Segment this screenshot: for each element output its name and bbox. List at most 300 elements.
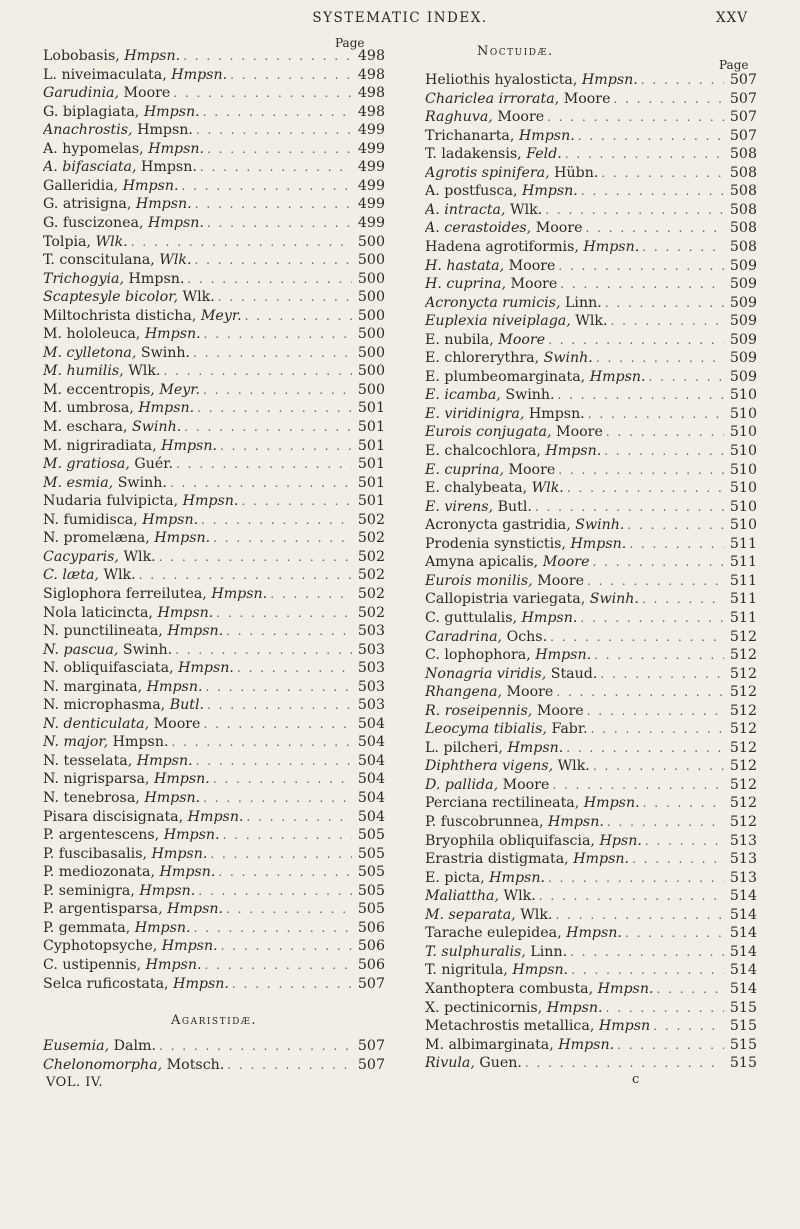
index-entry xyxy=(43,215,385,233)
entry-page-number: 501 xyxy=(357,400,385,417)
taxon-name: Diphthera vigens, xyxy=(425,758,554,775)
taxon-author: Wlk. xyxy=(159,252,192,269)
dot-leader xyxy=(203,383,352,397)
taxon-author: Hmpsn. xyxy=(558,1036,615,1053)
index-entry xyxy=(43,345,385,363)
entry-name xyxy=(43,122,193,138)
dot-leader xyxy=(592,555,724,569)
taxon-name: Trichanarta, xyxy=(425,127,515,144)
dot-leader xyxy=(539,889,724,903)
entry-name xyxy=(425,870,545,886)
dot-leader xyxy=(611,314,724,328)
taxon-name: M. gratiosa, xyxy=(43,456,130,473)
dot-leader xyxy=(230,68,352,82)
taxon-author: Staud. xyxy=(550,665,598,682)
entry-name xyxy=(425,1037,614,1053)
index-entry xyxy=(43,326,385,344)
entry-name xyxy=(425,703,584,719)
entry-page-number: 514 xyxy=(729,943,757,960)
taxon-name: M. eccentropis, xyxy=(43,381,155,398)
entry-name xyxy=(425,795,640,811)
index-entry xyxy=(425,183,757,201)
entry-name xyxy=(43,827,220,843)
entry-page-number: 505 xyxy=(357,864,385,881)
taxon-name: Callopistria variegata, xyxy=(425,591,586,608)
section-title-agaristidae: Agaristidæ. xyxy=(171,1013,257,1029)
entry-name xyxy=(43,382,200,398)
dot-leader xyxy=(198,884,352,898)
taxon-author: Hmpsn. xyxy=(159,864,216,881)
index-entry xyxy=(43,679,385,697)
taxon-author: Hmpsn. xyxy=(173,975,229,992)
dot-leader xyxy=(210,847,352,861)
index-entry xyxy=(43,512,385,530)
dot-leader xyxy=(596,351,724,365)
taxon-author: Hmpsn. xyxy=(548,814,604,830)
taxon-name: Chelonomorpha, xyxy=(43,1056,163,1073)
entry-name xyxy=(425,387,555,403)
entry-page-number: 507 xyxy=(729,72,757,88)
taxon-author: Hmpsn. xyxy=(136,752,193,769)
dot-leader xyxy=(218,865,352,879)
entry-name xyxy=(43,530,210,546)
entry-name xyxy=(43,456,173,472)
dot-leader xyxy=(207,142,352,156)
entry-name xyxy=(425,183,578,199)
index-entry xyxy=(43,400,385,418)
entry-page-number: 512 xyxy=(729,721,757,738)
taxon-name: N. marginata, xyxy=(43,678,143,695)
taxon-name: N. pascua, xyxy=(43,641,119,658)
taxon-name: P. seminigra, xyxy=(43,882,135,899)
taxon-author: Hmpsn. xyxy=(124,48,181,64)
taxon-name: Nola laticincta, xyxy=(43,604,153,621)
index-entry xyxy=(425,276,757,294)
taxon-author: Moore xyxy=(563,90,611,107)
taxon-author: Hmpsn. xyxy=(157,604,214,621)
index-entry xyxy=(425,647,757,665)
entry-name xyxy=(425,220,583,236)
taxon-author: Swinh. xyxy=(543,350,593,367)
entry-page-number: 498 xyxy=(357,66,385,83)
taxon-author: Swinh. xyxy=(589,591,639,608)
entry-name xyxy=(43,864,215,880)
entry-page-number: 504 xyxy=(357,808,385,825)
dot-leader xyxy=(207,698,352,712)
dot-leader xyxy=(195,197,352,211)
dot-leader xyxy=(241,494,352,508)
index-entry xyxy=(43,920,385,938)
entry-page-number: 510 xyxy=(729,517,757,534)
index-entry xyxy=(425,1037,757,1055)
taxon-name: Scaptesyle bicolor, xyxy=(43,289,178,306)
index-entry xyxy=(43,846,385,864)
entry-name xyxy=(43,716,200,732)
dot-leader xyxy=(232,977,352,991)
taxon-author: Butl. xyxy=(497,498,532,515)
index-entry xyxy=(43,1038,385,1056)
taxon-author: Hmpsn. xyxy=(507,739,564,756)
entry-page-number: 507 xyxy=(357,1056,385,1073)
entry-page-number: 501 xyxy=(357,419,385,435)
dot-leader xyxy=(586,221,725,235)
entry-page-number: 510 xyxy=(729,461,757,478)
index-entry xyxy=(425,424,757,442)
index-entry xyxy=(425,981,757,999)
index-entry xyxy=(43,122,385,140)
page-column-label: Page xyxy=(335,36,365,50)
taxon-author: Hmpsn. xyxy=(161,938,218,955)
entry-page-number: 502 xyxy=(357,511,385,528)
entry-page-number: 500 xyxy=(357,252,385,269)
index-entry xyxy=(425,944,757,962)
taxon-name: Nudaria fulvipicta, xyxy=(43,493,179,510)
dot-leader xyxy=(548,871,724,885)
dot-leader xyxy=(218,290,352,304)
dot-leader xyxy=(525,1056,724,1070)
entry-page-number: 514 xyxy=(729,906,757,923)
signature-mark: c xyxy=(632,1071,640,1087)
taxon-author: Hmpsn. xyxy=(151,845,208,862)
taxon-name: P. fuscobrunnea, xyxy=(425,814,544,830)
dot-leader xyxy=(550,630,724,644)
taxon-author: Hmpsn. xyxy=(518,127,575,144)
index-entry xyxy=(425,91,757,109)
taxon-author: Butl. xyxy=(169,697,204,714)
index-entry xyxy=(43,438,385,456)
index-entry xyxy=(425,684,757,702)
entry-name xyxy=(425,1000,603,1016)
dot-leader xyxy=(642,240,724,254)
entry-page-number: 515 xyxy=(729,1018,757,1035)
taxon-name: Metachrostis metallica, xyxy=(425,1018,595,1035)
entry-name xyxy=(43,141,204,157)
dot-leader xyxy=(163,364,352,378)
entry-name xyxy=(425,981,653,997)
taxon-author: Moore xyxy=(153,715,201,732)
taxon-author: Hmpsn. xyxy=(143,103,200,120)
entry-name xyxy=(43,567,136,583)
entry-name xyxy=(43,289,215,305)
taxon-name: A. intracta, xyxy=(425,201,506,218)
entry-name xyxy=(43,308,242,324)
entry-page-number: 515 xyxy=(729,1036,757,1053)
taxon-author: Hmpsn. xyxy=(163,827,220,844)
index-entry xyxy=(43,790,385,808)
entry-page-number: 499 xyxy=(357,140,385,157)
taxon-name: E. icamba, xyxy=(425,387,501,404)
dot-leader xyxy=(578,129,724,143)
index-entry xyxy=(43,642,385,660)
taxon-name: Pisara discisignata, xyxy=(43,808,184,825)
dot-leader xyxy=(131,235,352,249)
entry-name xyxy=(43,196,192,212)
entry-page-number: 505 xyxy=(357,827,385,844)
dot-leader xyxy=(245,309,352,323)
entry-name xyxy=(425,517,624,533)
taxon-name: P. gemmata, xyxy=(43,919,131,936)
taxon-name: L. pilcheri, xyxy=(425,739,503,756)
taxon-name: D. pallida, xyxy=(425,776,499,793)
taxon-name: N. obliquifasciata, xyxy=(43,660,174,677)
dot-leader xyxy=(221,939,352,953)
entry-name xyxy=(43,549,156,565)
taxon-author: Moore xyxy=(542,554,590,571)
entry-page-number: 500 xyxy=(357,363,385,380)
dot-leader xyxy=(213,772,352,786)
taxon-name: Amyna apicalis, xyxy=(425,554,539,571)
dot-leader xyxy=(196,754,352,768)
taxon-author: Fabr. xyxy=(551,721,588,738)
taxon-name: Eurois conjugata, xyxy=(425,424,552,441)
entry-page-number: 502 xyxy=(357,585,385,602)
taxon-name: N. nigrisparsa, xyxy=(43,771,150,788)
dot-leader xyxy=(246,810,352,824)
taxon-name: Rhangena, xyxy=(425,684,502,701)
dot-leader xyxy=(170,476,352,490)
entry-page-number: 504 xyxy=(357,790,385,806)
taxon-author: Wlk. xyxy=(95,233,128,250)
taxon-author: Hmpsn. xyxy=(211,585,268,602)
index-entry xyxy=(43,475,385,493)
taxon-name: Lobobasis, xyxy=(43,48,120,64)
taxon-author: Wlk. xyxy=(557,758,590,775)
taxon-author: Moore xyxy=(508,257,556,274)
entry-page-number: 499 xyxy=(357,159,385,176)
index-entry xyxy=(43,159,385,177)
taxon-name: Caradrina, xyxy=(425,628,503,645)
taxon-name: Cyphotopsyche, xyxy=(43,938,158,955)
taxon-name: T. nigritula, xyxy=(425,962,508,979)
entry-page-number: 509 xyxy=(729,331,757,348)
taxon-name: M. separata, xyxy=(425,906,516,923)
index-entry xyxy=(425,777,757,795)
taxon-name: A. cerastoides, xyxy=(425,220,532,237)
taxon-name: P. argentescens, xyxy=(43,827,160,844)
entry-name xyxy=(43,400,194,416)
dot-leader xyxy=(205,680,352,694)
entry-page-number: 506 xyxy=(357,938,385,955)
taxon-author: Hmpsn. xyxy=(112,734,169,751)
taxon-name: T. sulphuralis, xyxy=(425,943,526,960)
entry-name xyxy=(43,271,184,287)
taxon-name: E. chlorerythra, xyxy=(425,350,540,367)
index-entry xyxy=(425,462,757,480)
index-entry xyxy=(425,1055,757,1073)
index-entry xyxy=(425,666,757,684)
entry-name xyxy=(43,976,229,992)
dot-leader xyxy=(625,926,724,940)
taxon-name: Nonagria viridis, xyxy=(425,665,547,682)
entry-page-number: 511 xyxy=(729,609,757,626)
index-entry xyxy=(425,851,757,869)
taxon-name: Xanthoptera combusta, xyxy=(425,980,594,997)
entry-page-number: 507 xyxy=(729,109,757,126)
entry-name xyxy=(425,313,608,329)
index-entry xyxy=(425,870,757,888)
entry-name xyxy=(425,258,555,274)
index-entry xyxy=(425,146,757,164)
entry-page-number: 512 xyxy=(729,628,757,645)
index-entry xyxy=(425,109,757,127)
dot-leader xyxy=(182,179,352,193)
entry-name xyxy=(43,660,234,676)
dot-leader xyxy=(558,463,724,477)
taxon-author: Moore xyxy=(497,109,545,126)
entry-name xyxy=(425,406,585,422)
entry-name xyxy=(425,647,591,663)
index-entry xyxy=(425,1000,757,1018)
index-entry xyxy=(43,753,385,771)
dot-leader xyxy=(645,834,724,848)
taxon-author: Hmpsn. xyxy=(583,795,640,812)
entry-page-number: 509 xyxy=(729,276,757,293)
taxon-author: Hmpsn. xyxy=(144,790,201,806)
dot-leader xyxy=(173,86,352,100)
entry-name xyxy=(425,443,601,459)
dot-leader xyxy=(581,184,724,198)
index-entry xyxy=(425,573,757,591)
dot-leader xyxy=(204,327,352,341)
entry-page-number: 503 xyxy=(357,697,385,714)
dot-leader xyxy=(194,921,352,935)
dot-leader xyxy=(203,717,352,731)
entry-name xyxy=(425,109,544,125)
entry-page-number: 507 xyxy=(357,975,385,992)
roman-page-number: XXV xyxy=(716,10,748,26)
dot-leader xyxy=(649,370,724,384)
taxon-author: Hmpsn. xyxy=(528,405,585,422)
entry-name xyxy=(425,91,610,107)
taxon-author: Wlk. xyxy=(128,363,161,380)
entry-name xyxy=(43,345,190,361)
index-entry xyxy=(425,258,757,276)
taxon-author: Hmpsn xyxy=(598,1018,651,1035)
entry-name xyxy=(43,809,243,825)
entry-page-number: 512 xyxy=(729,684,757,701)
entry-page-number: 508 xyxy=(729,146,757,163)
entry-name xyxy=(43,605,213,621)
dot-leader xyxy=(175,643,352,657)
taxon-name: Eurois monilis, xyxy=(425,572,533,589)
entry-page-number: 512 xyxy=(729,776,757,793)
entry-page-number: 512 xyxy=(729,702,757,719)
dot-leader xyxy=(197,401,352,415)
entry-name xyxy=(425,369,646,385)
taxon-name: Garudinia, xyxy=(43,85,119,102)
taxon-author: Hmpsn. xyxy=(583,238,640,255)
entry-page-number: 507 xyxy=(357,1038,385,1055)
entry-page-number: 500 xyxy=(357,233,385,250)
taxon-name: Acronycta rumicis, xyxy=(425,294,561,311)
entry-page-number: 515 xyxy=(729,999,757,1016)
index-entry xyxy=(425,239,757,257)
entry-name xyxy=(43,679,202,695)
taxon-name: E. picta, xyxy=(425,869,485,886)
entry-page-number: 509 xyxy=(729,257,757,274)
taxon-name: P. argentisparsa, xyxy=(43,901,163,918)
index-entry xyxy=(43,864,385,882)
dot-leader xyxy=(187,272,352,286)
dot-leader xyxy=(270,587,352,601)
taxon-name: Chariclea irrorata, xyxy=(425,90,560,107)
taxon-author: Hmpsn. xyxy=(146,678,203,695)
index-entry xyxy=(43,660,385,678)
entry-page-number: 501 xyxy=(357,493,385,510)
index-entry xyxy=(43,104,385,122)
dot-leader xyxy=(171,735,352,749)
index-entry xyxy=(425,795,757,813)
index-entry xyxy=(43,586,385,604)
entry-page-number: 504 xyxy=(357,771,385,788)
taxon-author: Moore xyxy=(498,331,546,348)
dot-leader xyxy=(571,963,724,977)
page-column-label: Page xyxy=(719,58,749,72)
dot-leader xyxy=(604,444,724,458)
taxon-author: Hübn. xyxy=(554,164,599,181)
taxon-author: Hmpsn. xyxy=(167,623,224,640)
entry-name xyxy=(43,234,128,250)
taxon-name: N. punctilineata, xyxy=(43,623,163,640)
entry-name xyxy=(425,814,604,830)
dot-leader xyxy=(601,166,724,180)
taxon-name: C. ustipennis, xyxy=(43,956,142,973)
taxon-author: Hmpsn. xyxy=(139,882,196,899)
index-entry xyxy=(43,1057,385,1075)
taxon-name: M. esmia, xyxy=(43,474,114,491)
entry-name xyxy=(43,734,168,750)
entry-name xyxy=(43,438,217,454)
taxon-author: Swinh. xyxy=(140,344,191,361)
entry-page-number: 499 xyxy=(357,122,385,139)
taxon-name: Agrotis spinifera, xyxy=(425,164,550,181)
taxon-name: Miltochrista disticha, xyxy=(43,307,197,324)
entry-page-number: 512 xyxy=(729,739,757,756)
entry-page-number: 501 xyxy=(357,437,385,454)
entry-page-number: 506 xyxy=(357,919,385,936)
volume-footer: VOL. IV. xyxy=(46,1075,104,1091)
taxon-author: Wlk. xyxy=(103,567,136,584)
entry-page-number: 503 xyxy=(357,660,385,677)
dot-leader xyxy=(176,457,352,471)
dot-leader xyxy=(587,704,724,718)
dot-leader xyxy=(555,908,724,922)
taxon-author: Hmpsn. xyxy=(535,647,592,664)
index-entry xyxy=(425,536,757,554)
taxon-name: P. fuscibasalis, xyxy=(43,845,147,862)
index-entry xyxy=(43,67,385,85)
taxon-name: P. mediozonata, xyxy=(43,864,155,881)
entry-name xyxy=(43,512,198,528)
taxon-name: C. guttulalis, xyxy=(425,609,517,626)
index-entry xyxy=(425,406,757,424)
dot-leader xyxy=(204,958,352,972)
index-entry xyxy=(43,605,385,623)
entry-page-number: 500 xyxy=(357,270,385,287)
taxon-name: E. virens, xyxy=(425,498,494,515)
entry-page-number: 507 xyxy=(729,127,757,144)
entry-page-number: 512 xyxy=(729,665,757,682)
taxon-author: Moore xyxy=(510,276,558,293)
entry-name xyxy=(43,363,160,379)
entry-name xyxy=(43,67,227,83)
dot-leader xyxy=(226,902,352,916)
entry-name xyxy=(425,295,602,311)
taxon-name: M. hololeuca, xyxy=(43,326,141,343)
taxon-name: Tolpia, xyxy=(43,233,92,250)
taxon-name: Perciana rectilineata, xyxy=(425,795,580,812)
index-entry xyxy=(43,771,385,789)
